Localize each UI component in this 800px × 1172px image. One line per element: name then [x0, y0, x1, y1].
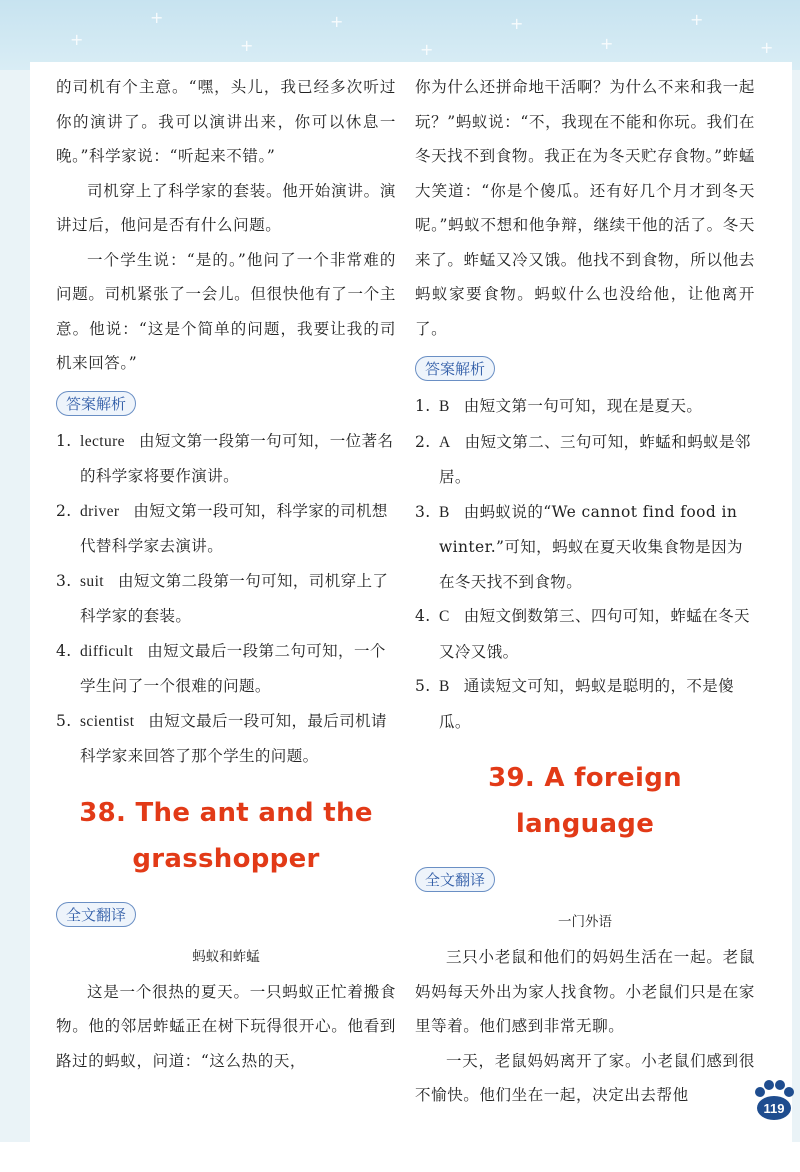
plus-decoration-icon: + — [690, 10, 704, 29]
unit-title-line: grasshopper — [132, 843, 320, 874]
answer-body — [80, 424, 396, 494]
answer-explanation: 由短文第一段第一句可知，一位著名的科学家将要作演讲。 — [80, 431, 394, 485]
answer-body — [80, 494, 396, 564]
answer-explanation: 由短文第一句可知，现在是夏天。 — [463, 397, 703, 415]
answer-number: 4. — [415, 607, 431, 625]
answer-explanation: 由短文第一段可知，科学家的司机想代替科学家去演讲。 — [80, 501, 388, 555]
story-title: 一门外语 — [558, 914, 612, 930]
answer-key: A — [439, 433, 451, 451]
bottom-strip — [0, 1142, 800, 1172]
left-column — [56, 70, 396, 1078]
answer-item — [56, 704, 396, 774]
story-title: 蚂蚁和蚱蜢 — [192, 948, 260, 965]
answer-body — [439, 599, 755, 669]
answer-body — [439, 425, 755, 495]
unit-title — [56, 790, 396, 882]
plus-decoration-icon: + — [600, 34, 614, 53]
story-paragraph: 这是一个很热的夏天。一只蚂蚁正忙着搬食物。他的邻居蚱蜢正在树下玩得很开心。他看到路过的蚂蚁，问道：“这么热的天， — [56, 982, 396, 1070]
answer-item — [56, 634, 396, 704]
answer-explanation: 由短文倒数第三、四句可知，蚱蜢在冬天又冷又饿。 — [439, 607, 750, 661]
answer-key: lecture — [80, 432, 125, 450]
answer-number: 5. — [56, 711, 72, 730]
story-paragraph: 一个学生说：“是的。”他问了一个非常难的问题。司机紧张了一会儿。但很快他有了一个主意。他说：“这是个简单的问题，我要让我的司机来回答。” — [56, 250, 396, 372]
answer-item — [415, 669, 755, 739]
answer-number: 2. — [415, 432, 431, 451]
story-paragraph: 司机穿上了科学家的套装。他开始演讲。演讲过后，他问是否有什么问题。 — [56, 181, 396, 234]
answer-analysis-tag: 答案解析 — [56, 391, 136, 416]
answer-key: scientist — [80, 712, 135, 730]
answer-body — [80, 634, 396, 704]
story-paragraph: 三只小老鼠和他们的妈妈生活在一起。老鼠妈妈每天外出为家人找食物。小老鼠们只是在家里等着。他们感到非常无聊。 — [415, 948, 755, 1035]
answer-explanation: 通读短文可知，蚂蚁是聪明的，不是傻瓜。 — [439, 677, 735, 731]
answer-body — [439, 389, 755, 425]
answer-body — [80, 564, 396, 634]
answer-key: C — [439, 608, 450, 625]
answer-number: 2. — [56, 501, 72, 520]
answer-key: B — [439, 678, 450, 695]
plus-decoration-icon: + — [420, 40, 434, 59]
plus-decoration-icon: + — [150, 8, 164, 27]
answer-body — [439, 495, 755, 600]
answer-item — [415, 495, 755, 600]
answer-key: difficult — [80, 642, 134, 660]
plus-decoration-icon: + — [330, 12, 344, 31]
answer-number: 3. — [415, 502, 431, 521]
answer-item — [56, 424, 396, 494]
answer-item — [415, 599, 755, 669]
unit-title-line: 38. The ant and the — [79, 797, 373, 828]
paw-page-number-icon — [752, 1078, 796, 1122]
page-number: 119 — [763, 1101, 785, 1116]
answer-explanation: 由短文第二、三句可知，蚱蜢和蚂蚁是邻居。 — [439, 432, 751, 486]
answer-explanation: 由蚂蚁说的“We cannot find food in winter.”可知，蚂蚁在夏天收集食物是因为在冬天找不到食物。 — [439, 502, 743, 591]
answer-explanation: 由短文最后一段可知，最后司机请科学家来回答了那个学生的问题。 — [80, 711, 387, 765]
answer-item — [56, 494, 396, 564]
answer-item — [56, 564, 396, 634]
answer-key: suit — [80, 572, 104, 590]
story-paragraph: 一天，老鼠妈妈离开了家。小老鼠们感到很不愉快。他们坐在一起，决定出去帮他 — [415, 1051, 755, 1104]
plus-decoration-icon: + — [240, 36, 254, 55]
answer-number: 1. — [56, 431, 72, 450]
answer-item — [415, 389, 755, 425]
answer-key: B — [439, 503, 450, 521]
full-translation-tag: 全文翻译 — [56, 902, 136, 927]
unit-title: 39. A foreign language — [488, 763, 682, 839]
answer-explanation: 由短文最后一段第二句可知，一个学生问了一个很难的问题。 — [80, 641, 386, 695]
story-paragraph: 你为什么还拼命地干活啊？为什么不来和我一起玩？”蚂蚁说：“不，我现在不能和你玩。我们在冬天找不到食物。我正在为冬天贮存食物。”蚱蜢大笑道：“你是个傻瓜。还有好几个月才到冬天呢。”蚂蚁不想和他争辩，继续干他的活了。冬天来了。蚱蜢又冷又饿。他找不到食物，所以他去蚂蚁家要食物。蚂蚁什么也没给他，让他离开了。 — [415, 78, 755, 338]
plus-decoration-icon: + — [70, 30, 84, 49]
answer-number: 1. — [415, 397, 431, 415]
answer-number: 3. — [56, 571, 72, 590]
plus-decoration-icon: + — [510, 14, 524, 33]
answer-number: 5. — [415, 677, 431, 695]
answer-item — [415, 425, 755, 495]
answer-body — [439, 669, 755, 739]
top-decorative-band — [0, 0, 800, 70]
full-translation-tag: 全文翻译 — [415, 867, 495, 892]
plus-decoration-icon: + — [760, 38, 774, 57]
right-column — [415, 70, 755, 1113]
answer-number: 4. — [56, 641, 72, 660]
answer-analysis-tag: 答案解析 — [415, 356, 495, 381]
answer-body — [80, 704, 396, 774]
answer-key: B — [439, 398, 450, 415]
story-paragraph: 的司机有个主意。“嘿，头儿，我已经多次听过你的演讲了。我可以演讲出来，你可以休息一晚。”科学家说：“听起来不错。” — [56, 78, 396, 165]
answer-key: driver — [80, 502, 120, 520]
answer-explanation: 由短文第二段第一句可知，司机穿上了科学家的套装。 — [80, 571, 389, 625]
